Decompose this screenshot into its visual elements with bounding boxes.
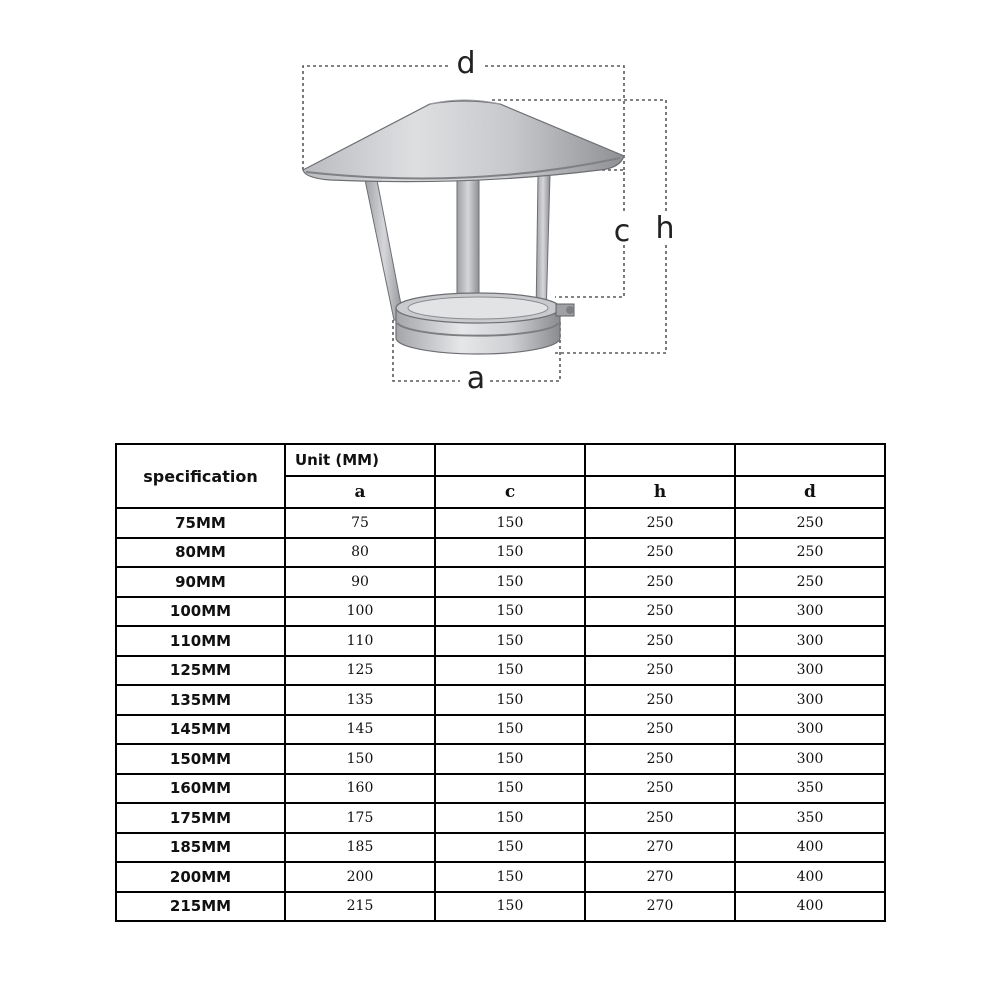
value-cell-h: 250: [585, 715, 735, 745]
table-row: [116, 774, 885, 804]
value-cell-h: 250: [585, 538, 735, 568]
value-cell-c: 150: [435, 803, 585, 833]
header-blank-cell: [735, 444, 885, 476]
conical-cap: [303, 100, 624, 182]
value-cell-d: 300: [735, 597, 885, 627]
table-row: [116, 567, 885, 597]
value-cell-h: 270: [585, 892, 735, 922]
value-cell-h: 250: [585, 803, 735, 833]
value-cell-a: 80: [285, 538, 435, 568]
value-cell-h: 250: [585, 508, 735, 538]
table-row: [116, 538, 885, 568]
specification-table: [115, 443, 886, 922]
value-cell-c: 150: [435, 538, 585, 568]
value-cell-d: 400: [735, 862, 885, 892]
value-cell-d: 250: [735, 508, 885, 538]
dimension-label-a: a: [466, 361, 486, 396]
table-row: [116, 833, 885, 863]
specification-cell: 175MM: [116, 803, 285, 833]
base-collar: [396, 293, 574, 354]
specification-header: specification: [116, 444, 285, 508]
value-cell-a: 110: [285, 626, 435, 656]
table-row: [116, 685, 885, 715]
column-header-a: a: [285, 476, 435, 508]
value-cell-a: 125: [285, 656, 435, 686]
value-cell-a: 215: [285, 892, 435, 922]
value-cell-d: 400: [735, 892, 885, 922]
value-cell-c: 150: [435, 774, 585, 804]
value-cell-h: 270: [585, 862, 735, 892]
specification-cell: 145MM: [116, 715, 285, 745]
value-cell-h: 250: [585, 685, 735, 715]
value-cell-d: 350: [735, 774, 885, 804]
specification-cell: 135MM: [116, 685, 285, 715]
value-cell-c: 150: [435, 567, 585, 597]
specification-cell: 100MM: [116, 597, 285, 627]
specification-cell: 110MM: [116, 626, 285, 656]
header-blank-cell: [435, 444, 585, 476]
unit-header: Unit (MM): [285, 444, 435, 476]
value-cell-c: 150: [435, 656, 585, 686]
value-cell-d: 300: [735, 685, 885, 715]
value-cell-h: 250: [585, 774, 735, 804]
value-cell-c: 150: [435, 744, 585, 774]
value-cell-c: 150: [435, 685, 585, 715]
specification-cell: 185MM: [116, 833, 285, 863]
table-row: [116, 862, 885, 892]
value-cell-a: 150: [285, 744, 435, 774]
dimension-label-h: h: [655, 211, 675, 246]
column-header-c: c: [435, 476, 585, 508]
value-cell-c: 150: [435, 892, 585, 922]
value-cell-a: 75: [285, 508, 435, 538]
value-cell-d: 350: [735, 803, 885, 833]
table-row: [116, 715, 885, 745]
specification-cell: 215MM: [116, 892, 285, 922]
value-cell-a: 175: [285, 803, 435, 833]
value-cell-d: 250: [735, 538, 885, 568]
table-header-row: [116, 444, 885, 476]
table-row: [116, 744, 885, 774]
header-blank-cell: [585, 444, 735, 476]
dimension-label-d: d: [456, 46, 476, 81]
value-cell-c: 150: [435, 626, 585, 656]
specification-cell: 80MM: [116, 538, 285, 568]
value-cell-d: 400: [735, 833, 885, 863]
specification-cell: 200MM: [116, 862, 285, 892]
value-cell-a: 160: [285, 774, 435, 804]
value-cell-h: 250: [585, 567, 735, 597]
column-header-h: h: [585, 476, 735, 508]
value-cell-d: 300: [735, 715, 885, 745]
value-cell-c: 150: [435, 833, 585, 863]
value-cell-h: 270: [585, 833, 735, 863]
value-cell-c: 150: [435, 508, 585, 538]
value-cell-a: 100: [285, 597, 435, 627]
value-cell-c: 150: [435, 715, 585, 745]
table-row: [116, 892, 885, 922]
value-cell-d: 300: [735, 744, 885, 774]
value-cell-d: 300: [735, 656, 885, 686]
value-cell-c: 150: [435, 862, 585, 892]
specification-cell: 125MM: [116, 656, 285, 686]
value-cell-a: 90: [285, 567, 435, 597]
value-cell-h: 250: [585, 656, 735, 686]
value-cell-h: 250: [585, 626, 735, 656]
dimension-label-c: c: [613, 214, 631, 249]
value-cell-a: 135: [285, 685, 435, 715]
value-cell-d: 300: [735, 626, 885, 656]
value-cell-h: 250: [585, 744, 735, 774]
value-cell-h: 250: [585, 597, 735, 627]
value-cell-c: 150: [435, 597, 585, 627]
specification-cell: 75MM: [116, 508, 285, 538]
value-cell-a: 185: [285, 833, 435, 863]
value-cell-a: 145: [285, 715, 435, 745]
specification-cell: 90MM: [116, 567, 285, 597]
table-row: [116, 656, 885, 686]
value-cell-d: 250: [735, 567, 885, 597]
table-row: [116, 597, 885, 627]
table-row: [116, 803, 885, 833]
column-header-d: d: [735, 476, 885, 508]
chimney-cap-diagram: [0, 0, 1001, 420]
specification-cell: 150MM: [116, 744, 285, 774]
table-row: [116, 508, 885, 538]
table-row: [116, 626, 885, 656]
value-cell-a: 200: [285, 862, 435, 892]
specification-cell: 160MM: [116, 774, 285, 804]
